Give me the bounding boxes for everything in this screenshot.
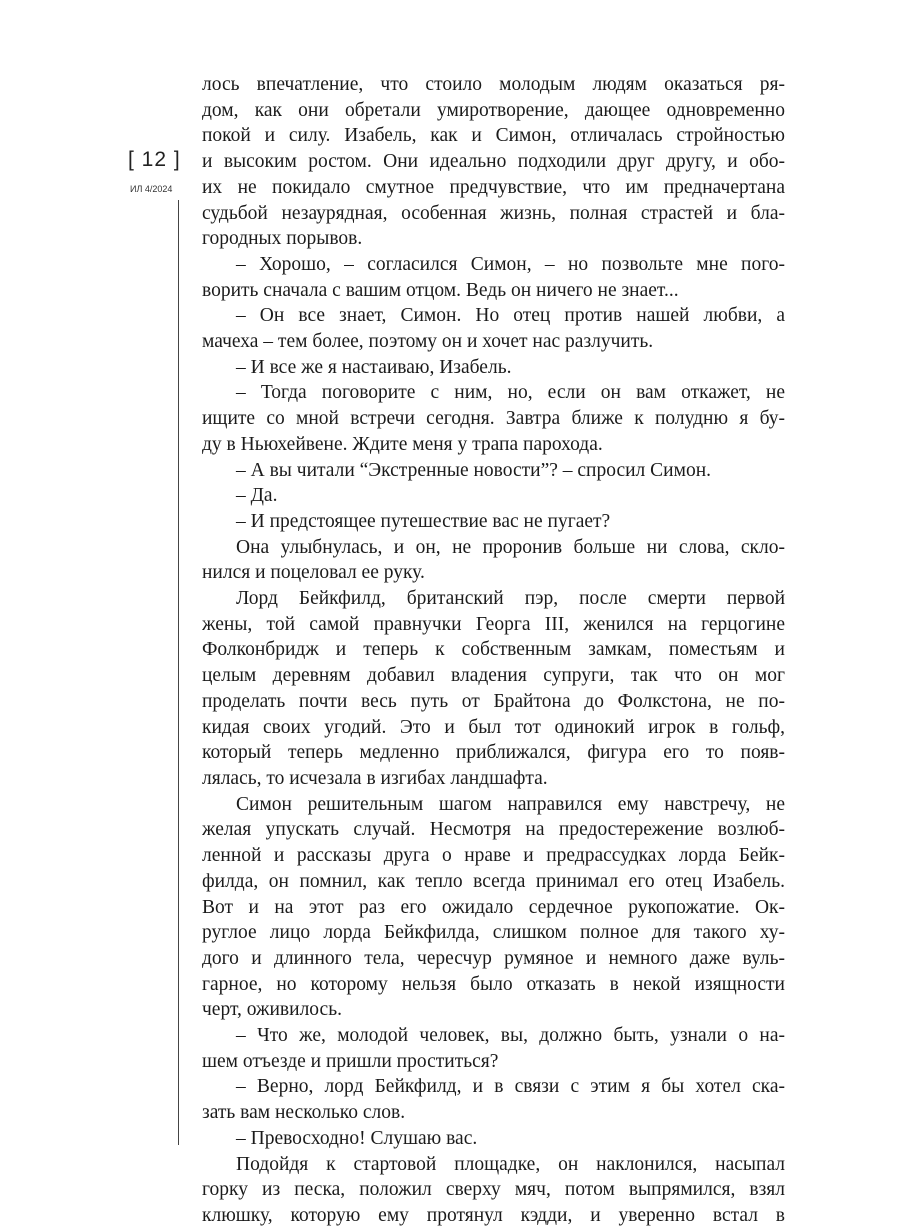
text-line: – Хорошо, – согласился Симон, – но позвольте мне пого- — [236, 253, 785, 275]
text-line: Вот и на этот раз его ожидало сердечное рукопожатие. Ок- — [202, 896, 785, 918]
text-line: черт, оживилось. — [202, 999, 342, 1021]
text-line: руглое лицо лорда Бейкфилда, слишком полное для такого ху- — [202, 922, 785, 944]
text-line: дом, как они обретали умиротворение, дающее одновременно — [202, 99, 785, 121]
text-line: – Да. — [236, 485, 278, 507]
text-line: Лорд Бейкфилд, британский пэр, после смерти первой — [236, 588, 785, 610]
text-line: дого и длинного тела, чересчур румяное и немного даже вуль- — [202, 947, 785, 969]
text-line: лось впечатление, что стоило молодым людям оказаться ря- — [202, 74, 785, 95]
text-line: – И все же я настаиваю, Изабель. — [236, 356, 512, 378]
text-line: жены, той самой правнучки Георга III, женился на герцогине — [202, 613, 785, 635]
text-line: судьбой незаурядная, особенная жизнь, полная страстей и бла- — [202, 202, 785, 224]
text-line: – Превосходно! Слушаю вас. — [236, 1127, 478, 1149]
text-line: филда, он помнил, как тепло всегда принимал его отец Изабель. — [202, 870, 785, 892]
text-line: желая упускать случай. Несмотря на предостережение возлюб- — [202, 819, 785, 841]
text-line: гарное, но которому нельзя было отказать в некой изящности — [202, 973, 785, 995]
text-line: кидая своих угодий. Это и был тот одинокий игрок в гольф, — [202, 716, 785, 738]
text-line: Подойдя к стартовой площадке, он наклонился, насыпал — [236, 1153, 785, 1175]
text-line: нился и поцеловал ее руку. — [202, 562, 425, 584]
text-line: который теперь медленно приближался, фигура его то появ- — [202, 742, 785, 764]
text-line: шем отъезде и пришли проститься? — [202, 1050, 499, 1072]
text-line: и высоким ростом. Они идеально подходили друг другу, и обо- — [202, 151, 785, 173]
page-number: [ 12 ] — [128, 148, 181, 171]
text-line: Она улыбнулась, и он, не проронив больше ни слова, скло- — [236, 536, 785, 558]
text-line: горку из песка, положил сверху мяч, потом выпрямился, взял — [202, 1179, 785, 1201]
text-line: клюшку, которую ему протянул кэдди, и уверенно встал в — [202, 1204, 785, 1226]
margin-rule — [178, 200, 179, 1145]
text-line: ищите со мной встречи сегодня. Завтра ближе к полудню я бу- — [202, 408, 785, 430]
text-line: лялась, то исчезала в изгибах ландшафта. — [202, 767, 548, 789]
text-line: – Верно, лорд Бейкфилд, и в связи с этим я бы хотел ска- — [236, 1076, 785, 1098]
text-line: их не покидало смутное предчувствие, что им предначертана — [202, 176, 785, 198]
text-line: городных порывов. — [202, 228, 363, 250]
text-line: – Тогда поговорите с ним, но, если он вам откажет, не — [236, 382, 785, 404]
text-line: – Он все знает, Симон. Но отец против нашей любви, а — [236, 305, 785, 327]
text-line: Симон решительным шагом направился ему навстречу, не — [236, 793, 785, 815]
text-line: ду в Ньюхейвене. Ждите меня у трапа парохода. — [202, 433, 603, 455]
text-line: – Что же, молодой человек, вы, должно быть, узнали о на- — [236, 1025, 785, 1047]
text-line: целым деревням добавил владения супруги, так что он мог — [202, 665, 785, 687]
text-line: ворить сначала с вашим отцом. Ведь он ничего не знает... — [202, 279, 679, 301]
text-line: Фолконбридж и теперь к собственным замкам, поместьям и — [202, 639, 785, 661]
body-text — [202, 72, 785, 1229]
text-line: – И предстоящее путешествие вас не пугает? — [236, 510, 611, 532]
text-line: проделать почти весь путь от Брайтона до Фолкстона, не по- — [202, 690, 785, 712]
text-line: покой и силу. Изабель, как и Симон, отличалась стройностью — [202, 125, 785, 147]
issue-label: ИЛ 4/2024 — [130, 184, 173, 194]
text-line: ленной и рассказы друга о нраве и предрассудках лорда Бейк- — [202, 845, 785, 867]
text-line: мачеха – тем более, поэтому он и хочет нас разлучить. — [202, 331, 654, 353]
text-line: зать вам несколько слов. — [202, 1102, 406, 1124]
text-line: – А вы читали “Экстренные новости”? – спросил Симон. — [236, 459, 712, 481]
